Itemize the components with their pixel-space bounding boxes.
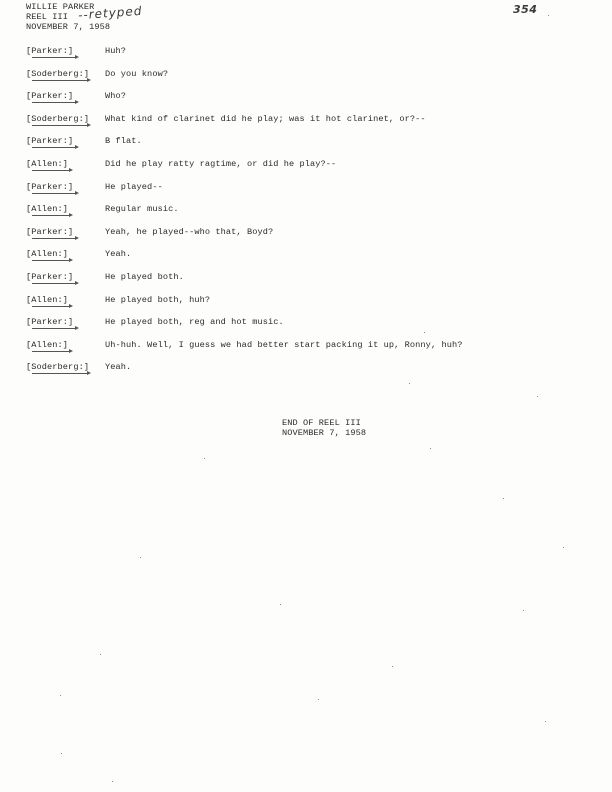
scan-speck bbox=[430, 448, 431, 449]
handwritten-retyped-note: --retyped bbox=[77, 3, 143, 23]
utterance-text: Huh? bbox=[105, 46, 127, 56]
header-interviewee-name: WILLIE PARKER bbox=[26, 2, 95, 12]
utterance-text: Who? bbox=[105, 91, 127, 102]
reel-end-footer bbox=[282, 418, 366, 438]
utterance-text: He played both, reg and hot music. bbox=[105, 317, 284, 328]
speaker-label: [Parker:] bbox=[26, 181, 74, 192]
scan-speck bbox=[523, 610, 524, 611]
speaker-label: [Parker:] bbox=[26, 91, 74, 102]
speaker-arrow-icon bbox=[32, 102, 76, 103]
speaker-arrow-icon bbox=[32, 328, 76, 329]
utterance-text: Yeah. bbox=[105, 362, 132, 373]
speaker-label: [Soderberg:] bbox=[26, 362, 90, 373]
speaker-arrow-icon bbox=[32, 306, 70, 307]
speaker-label: [Parker:] bbox=[26, 317, 74, 328]
scan-speck bbox=[409, 383, 410, 384]
scan-speck bbox=[61, 753, 62, 754]
utterance-text: B flat. bbox=[105, 136, 142, 147]
utterance-text: Uh-huh. Well, I guess we had better start packing it up, Ronny, huh? bbox=[105, 339, 463, 350]
speaker-label: [Soderberg:] bbox=[26, 113, 90, 124]
footer-end-of-reel: END OF REEL III bbox=[282, 418, 361, 428]
scan-speck bbox=[280, 604, 281, 605]
scan-speck bbox=[503, 498, 504, 499]
scan-speck bbox=[140, 557, 141, 558]
header-date: NOVEMBER 7, 1958 bbox=[26, 22, 111, 32]
speaker-arrow-icon bbox=[32, 351, 70, 352]
scan-speck bbox=[545, 721, 546, 722]
speaker-arrow-icon bbox=[32, 57, 76, 58]
handwritten-page-number: 354 bbox=[513, 3, 538, 16]
scan-speck bbox=[204, 458, 205, 459]
header-reel-number: REEL III bbox=[26, 12, 69, 22]
speaker-label: [Allen:] bbox=[26, 159, 69, 169]
scan-speck bbox=[60, 695, 61, 696]
speaker-arrow-icon bbox=[32, 283, 76, 284]
utterance-text: He played both, huh? bbox=[105, 294, 211, 305]
speaker-label: [Parker:] bbox=[26, 46, 74, 56]
utterance-text: He played both. bbox=[105, 272, 184, 282]
speaker-arrow-icon bbox=[32, 238, 76, 239]
scan-speck bbox=[112, 781, 113, 782]
utterance-text: What kind of clarinet did he play; was it hot clarinet, or?-- bbox=[105, 113, 426, 124]
speaker-arrow-icon bbox=[32, 147, 76, 148]
speaker-label: [Parker:] bbox=[26, 226, 74, 237]
speaker-label: [Allen:] bbox=[26, 249, 69, 260]
scan-speck bbox=[548, 15, 549, 16]
speaker-arrow-icon bbox=[32, 80, 88, 81]
scan-speck bbox=[537, 396, 538, 397]
scan-speck bbox=[100, 654, 101, 655]
scan-speck bbox=[392, 666, 393, 667]
speaker-arrow-icon bbox=[32, 373, 88, 374]
scan-speck bbox=[318, 699, 319, 700]
utterance-text: Yeah. bbox=[105, 249, 132, 260]
speaker-arrow-icon bbox=[32, 170, 70, 171]
speaker-label: [Allen:] bbox=[26, 294, 69, 305]
speaker-label: [Soderberg:] bbox=[26, 68, 90, 79]
scan-speck bbox=[563, 547, 564, 548]
utterance-text: He played-- bbox=[105, 181, 163, 192]
utterance-text: Yeah, he played--who that, Boyd? bbox=[105, 226, 274, 237]
speaker-arrow-icon bbox=[32, 125, 88, 126]
footer-date: NOVEMBER 7, 1958 bbox=[282, 428, 367, 438]
scan-speck bbox=[424, 332, 425, 333]
speaker-label: [Allen:] bbox=[26, 339, 69, 350]
utterance-text: Did he play ratty ragtime, or did he play?-- bbox=[105, 159, 337, 169]
speaker-arrow-icon bbox=[32, 215, 70, 216]
utterance-text: Regular music. bbox=[105, 204, 179, 215]
speaker-arrow-icon bbox=[32, 193, 76, 194]
speaker-label: [Parker:] bbox=[26, 136, 74, 147]
speaker-arrow-icon bbox=[32, 260, 70, 261]
speaker-label: [Parker:] bbox=[26, 272, 74, 282]
utterance-text: Do you know? bbox=[105, 68, 169, 79]
speaker-label: [Allen:] bbox=[26, 204, 69, 215]
